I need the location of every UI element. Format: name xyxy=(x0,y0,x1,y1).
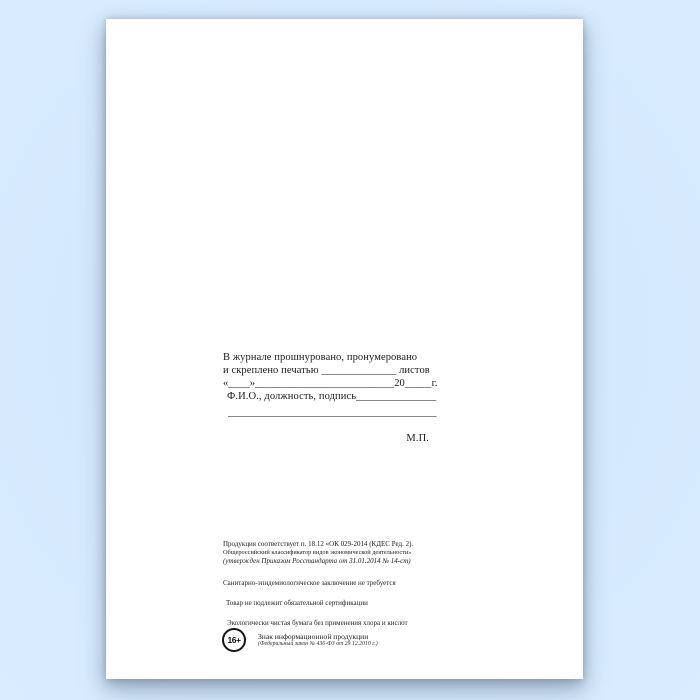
product-standard-line-2: Общероссийский классификатор видов экономической деятельности» xyxy=(223,548,412,556)
ecology-note: Экологически чистая бумага без применения хлора и кислот xyxy=(227,618,408,627)
cert-line-blank: _______________________________________ xyxy=(228,407,437,418)
compliance-info-block xyxy=(223,540,413,627)
sanitary-note: Санитарно-эпидемиологическое заключение не требуется xyxy=(223,578,396,587)
cert-line-bound: В журнале прошнуровано, пронумеровано xyxy=(223,352,418,363)
information-sign-text xyxy=(258,632,378,648)
certification-note: Товар не подлежит обязательной сертификации xyxy=(226,598,368,607)
cert-line-date: «____»__________________________20_____г. xyxy=(223,378,438,389)
product-standard-line-3: (утвержден Приказом Росстандарта от 31.01.2014 № 14-ст) xyxy=(223,556,411,565)
cert-line-name-position-signature: Ф.И.О., должность, подпись_______________ xyxy=(227,391,437,402)
binding-certification-block xyxy=(223,351,438,445)
age-16-plus-icon: 16+ xyxy=(222,628,246,652)
information-product-sign xyxy=(222,628,378,652)
document-sheet xyxy=(106,19,583,679)
stamp-placeholder: М.П. xyxy=(406,433,429,444)
information-sign-law: (Федеральный закон № 436-ФЗ от 29.12.2010 г.) xyxy=(258,641,378,647)
product-standard-line-1: Продукция соответствует п. 18.12 «ОК 029-2014 (КДЕС Ред. 2). xyxy=(223,540,414,548)
information-sign-title: Знак информационной продукции xyxy=(258,632,369,641)
cert-line-sealed-sheets: и скреплено печатью ______________ листов xyxy=(223,365,430,376)
